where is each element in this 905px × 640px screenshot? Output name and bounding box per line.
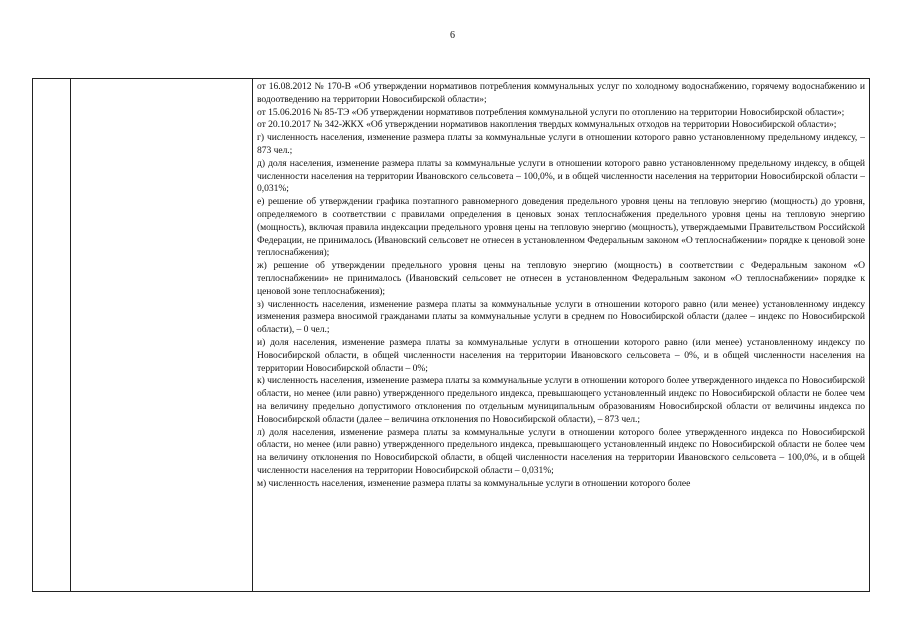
paragraph-item-k: к) численность населения, изменение размера платы за коммунальные услуги в отношении которого более утвержденного индекса по Новосибирской области, но менее (или равно) утвержденного предельного индекса, превышающего установленный индекс по Новосибирской области не более чем на величину предельно допустимого отклонения по отдельным муниципальным образованиям Новосибирской области от величины индекса по Новосибирской области (далее – величина отклонения по Новосибирской области), – 873 чел.; (257, 375, 865, 425)
paragraph-decree-170: от 16.08.2012 № 170-В «Об утверждении нормативов потребления коммунальных услуг по холодному водоснабжению, горячему водоснабжению и водоотведению на территории Новосибирской области»; (257, 81, 865, 105)
paragraph-item-zh: ж) решение об утверждении предельного уровня цены на тепловую энергию (мощность) в соответствии с Федеральным законом «О теплоснабжении» не принималось (Ивановский сельсовет не отнесен в установленном Федеральным законом «О теплоснабжении» порядке к ценовой зоне теплоснабжения); (257, 260, 865, 297)
paragraph-decree-85: от 15.06.2016 № 85-ТЭ «Об утверждении нормативов потребления коммунальной услуги по отоплению на территории Новосибирской области»; (257, 106, 845, 118)
table-column-content (257, 81, 865, 591)
paragraph-item-z: з) численность населения, изменение размера платы за коммунальные услуги в отношении которого равно (или менее) установленному индексу изменения размера вносимой гражданами платы за коммунальные услуги в среднем по Новосибирской области (далее – индекс по Новосибирской области), – 0 чел.; (257, 298, 865, 336)
paragraph-item-i: и) доля населения, изменение размера платы за коммунальные услуги в отношении которого равно (или менее) установленному индексу по Новосибирской области, в общей численности населения на территории Ивановского сельсовета – 0%, и в общей численности населения на территории Новосибирской области – 0%; (257, 336, 865, 374)
table-column-number (33, 79, 71, 591)
document-table (32, 78, 870, 592)
paragraph-item-l: л) доля населения, изменение размера платы за коммунальные услуги в отношении которого более утвержденного индекса по Новосибирской области, но менее (или равно) утвержденного предельного индекса, превышающего установленный индекс по Новосибирской области не более чем на величину отклонения по Новосибирской области, в общей численности населения на территории Ивановского сельсовета – 100,0%, и в общей численности населения на территории Новосибирской области – 0,031%; (257, 426, 865, 476)
paragraph-item-e: е) решение об утверждении графика поэтапного равномерного доведения предельного уровня цены на тепловую энергию (мощность) до уровня, определяемого в соответствии с правилами определения в ценовых зонах теплоснабжения предельного уровня цены на тепловую энергию (мощность), включая правила индексации предельного уровня цены на тепловую энергию (мощность), утверждаемыми Правительством Российской Федерации, не принималось (Ивановский сельсовет не отнесен в установленном Федеральным законом «О теплоснабжении» порядке к ценовой зоне теплоснабжения); (257, 196, 865, 259)
paragraph-decree-342: от 20.10.2017 № 342-ЖКХ «Об утверждении нормативов накопления твердых коммунальных отходов на территории Новосибирской области»; (257, 119, 837, 131)
paragraph-item-m: м) численность населения, изменение размера платы за коммунальные услуги в отношении которого более (257, 477, 691, 489)
table-column-indicator (71, 79, 253, 591)
paragraph-item-d: д) доля населения, изменение размера платы за коммунальные услуги в отношении которого равно установленному предельному индексу, в общей численности населения на территории Ивановского сельсовета – 100,0%, и в общей численности населения на территории Новосибирской области – 0,031%; (257, 157, 865, 195)
paragraph-item-g: г) численность населения, изменение размера платы за коммунальные услуги в отношении которого равно установленному предельному индексу, – 873 чел.; (257, 132, 865, 156)
page-number: 6 (450, 30, 455, 41)
